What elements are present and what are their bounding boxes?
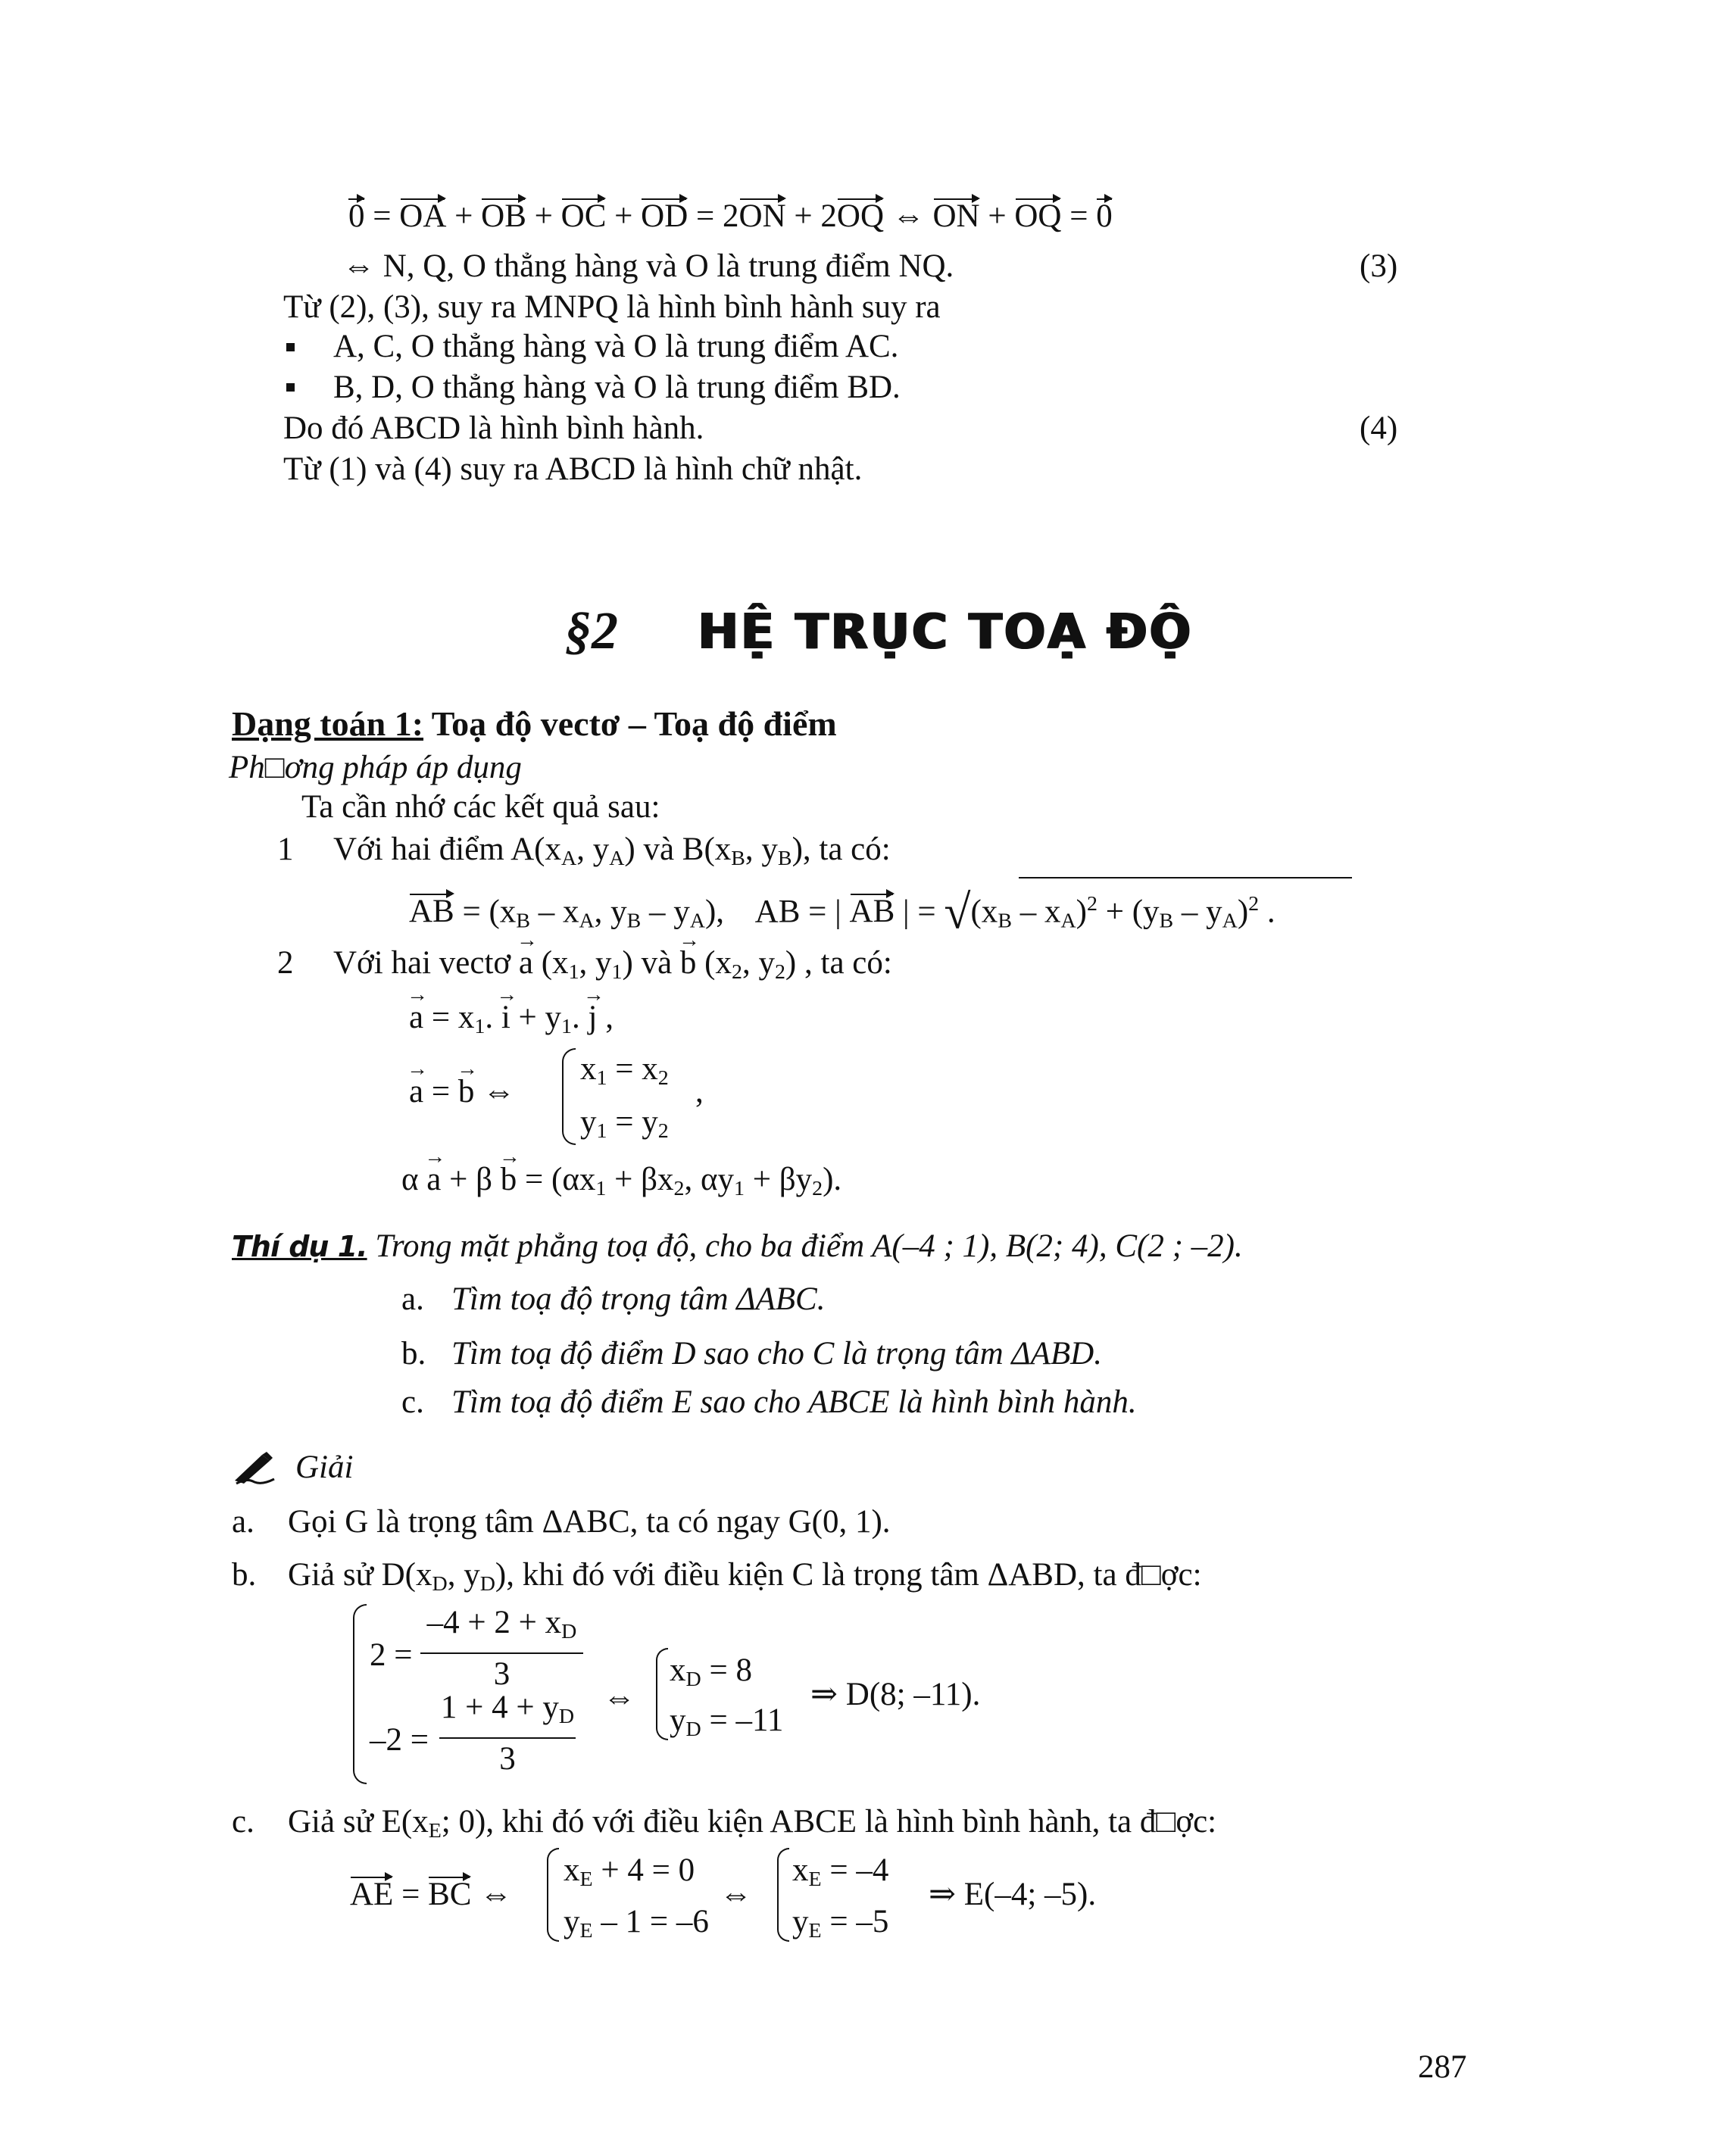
system-eq: $x_E + 4 = 0$ xyxy=(564,1852,695,1891)
example-part-c: Tìm toạ độ điểm E sao cho ABCE là hình bình hành. xyxy=(451,1384,1137,1420)
bullet-marker xyxy=(286,343,295,351)
solution-label: Giải xyxy=(295,1450,354,1485)
part-letter: a. xyxy=(401,1281,424,1317)
eq-left: –2 = xyxy=(370,1722,429,1758)
section-number: §2 xyxy=(565,602,618,660)
bullet-bd: B, D, O thẳng hàng và O là trung điểm BD. xyxy=(333,370,901,405)
solution-part-c: Giả sử $E(x_E$; 0), khi đó với điều kiện ABCE là hình bình hành, ta đ□ợc: xyxy=(288,1804,1217,1843)
problem-type-title: Toạ độ vectơ – Toạ độ điểm xyxy=(431,704,837,743)
equivalence-sign: ⇔ xyxy=(720,1877,752,1912)
vector-sum-equation: 0 = OA + OB + OC + OD = 2ON + 2OQ ⇔ ON + OQ = 0 xyxy=(348,197,1113,236)
page-number: 287 xyxy=(1418,2049,1467,2085)
bullet-marker xyxy=(286,383,295,392)
system-brace xyxy=(547,1848,559,1942)
vector-equality: a → = b → ⇔ xyxy=(409,1072,515,1112)
system-brace xyxy=(777,1848,789,1942)
part-letter: a. xyxy=(232,1504,254,1540)
example-part-b: Tìm toạ độ điểm D sao cho C là trọng tâm ΔABD. xyxy=(451,1336,1102,1372)
item2-text: Với hai vectơ $a \to (x_1$, $y_1$) và $b \to (x_2$, $y_2$) , ta có: xyxy=(333,944,892,992)
equation-tag-4: (4) xyxy=(1360,410,1398,446)
eq-left: 2 = xyxy=(370,1637,413,1673)
distance-formula: AB = ($x_B - x_A$, $y_B - y_A$), AB = | AB | = $√(x_B - x_A)^2 + (y_B - y_A)^2$ . xyxy=(409,885,1275,939)
line-collinear-nq: ⇔ N, Q, O thẳng hàng và O là trung điểm NQ. xyxy=(342,248,954,284)
section-heading: HỆ TRỤC TOẠ ĐỘ xyxy=(698,604,1193,660)
part-letter: c. xyxy=(232,1804,254,1840)
system-brace xyxy=(562,1048,576,1145)
problem-type-label: Dạng toán 1: xyxy=(232,704,424,743)
intro-text: Ta cần nhớ các kết quả sau: xyxy=(301,789,660,825)
equivalence-sign: ⇔ xyxy=(603,1680,635,1715)
method-label: Ph□ơng pháp áp dụng xyxy=(229,750,522,785)
vector-equation-ae-bc: AE = BC ⇔ xyxy=(350,1875,512,1915)
example-text: Trong mặt phẳng toạ độ, cho ba điểm A(–4 ; 1), B(2; 4), C(2 ; –2). xyxy=(375,1228,1243,1264)
solution-c-result: ⇒ E(–4; –5). xyxy=(929,1877,1097,1912)
problem-type-heading xyxy=(232,703,837,745)
example-part-a: Tìm toạ độ trọng tâm ΔABC. xyxy=(451,1281,826,1317)
system-eq: $x_1 = x_2$ xyxy=(580,1051,669,1090)
section-title xyxy=(565,600,1193,664)
system-eq: $x_E = -4$ xyxy=(792,1852,889,1891)
system-brace xyxy=(353,1604,367,1784)
solution-part-a: Gọi G là trọng tâm ΔABC, ta có ngay G(0, 1). xyxy=(288,1504,891,1540)
system-eq: $y_D = -11$ xyxy=(670,1702,784,1741)
system-eq: $y_E - 1 = -6$ xyxy=(564,1904,709,1943)
vector-decomposition: a → = $x_1$. i → + $y_1$. j → , xyxy=(409,998,614,1047)
linear-combination: α a → + β b → = ($\alpha x_1 + \beta x_2$, $\alpha y_1 + \beta y_2$). xyxy=(401,1160,841,1209)
part-letter: c. xyxy=(401,1384,424,1420)
fraction: $-4 + 2 + x_D$ 3 xyxy=(420,1604,583,1693)
example-label: Thí dụ 1. xyxy=(232,1230,367,1263)
system-comma: , xyxy=(695,1074,704,1109)
part-letter: b. xyxy=(232,1557,257,1593)
item-number: 2 xyxy=(277,945,294,981)
system-eq: $x_D = 8$ xyxy=(670,1652,752,1691)
example-statement xyxy=(232,1227,1243,1266)
system-eq: $y_1 = y_2$ xyxy=(580,1104,669,1143)
item1-text: Với hai điểm $A(x_A$, $y_A$) và $B(x_B$, $y_B$), ta có: xyxy=(333,832,891,870)
item-number: 1 xyxy=(277,832,294,867)
bullet-ac: A, C, O thẳng hàng và O là trung điểm AC. xyxy=(333,329,899,364)
solution-part-b: Giả sử $D(x_D$, $y_D$), khi đó với điều kiện C là trọng tâm ΔABD, ta đ□ợc: xyxy=(288,1557,1202,1596)
pen-writing-icon xyxy=(232,1450,277,1485)
sqrt-overline xyxy=(1019,877,1352,878)
line-mnpq-parallelogram: Từ (2), (3), suy ra MNPQ là hình bình hành suy ra xyxy=(283,289,941,325)
line-abcd-parallelogram: Do đó ABCD là hình bình hành. xyxy=(283,410,704,446)
part-letter: b. xyxy=(401,1336,426,1372)
system-eq: $y_E = -5$ xyxy=(792,1904,889,1943)
fraction: $1 + 4 + y_D$ 3 xyxy=(440,1690,575,1777)
equation-tag-3: (3) xyxy=(1360,248,1398,284)
system-brace xyxy=(656,1648,668,1740)
solution-b-result: ⇒ D(8; –11). xyxy=(810,1677,981,1712)
line-abcd-rectangle: Từ (1) và (4) suy ra ABCD là hình chữ nhật. xyxy=(283,451,863,487)
